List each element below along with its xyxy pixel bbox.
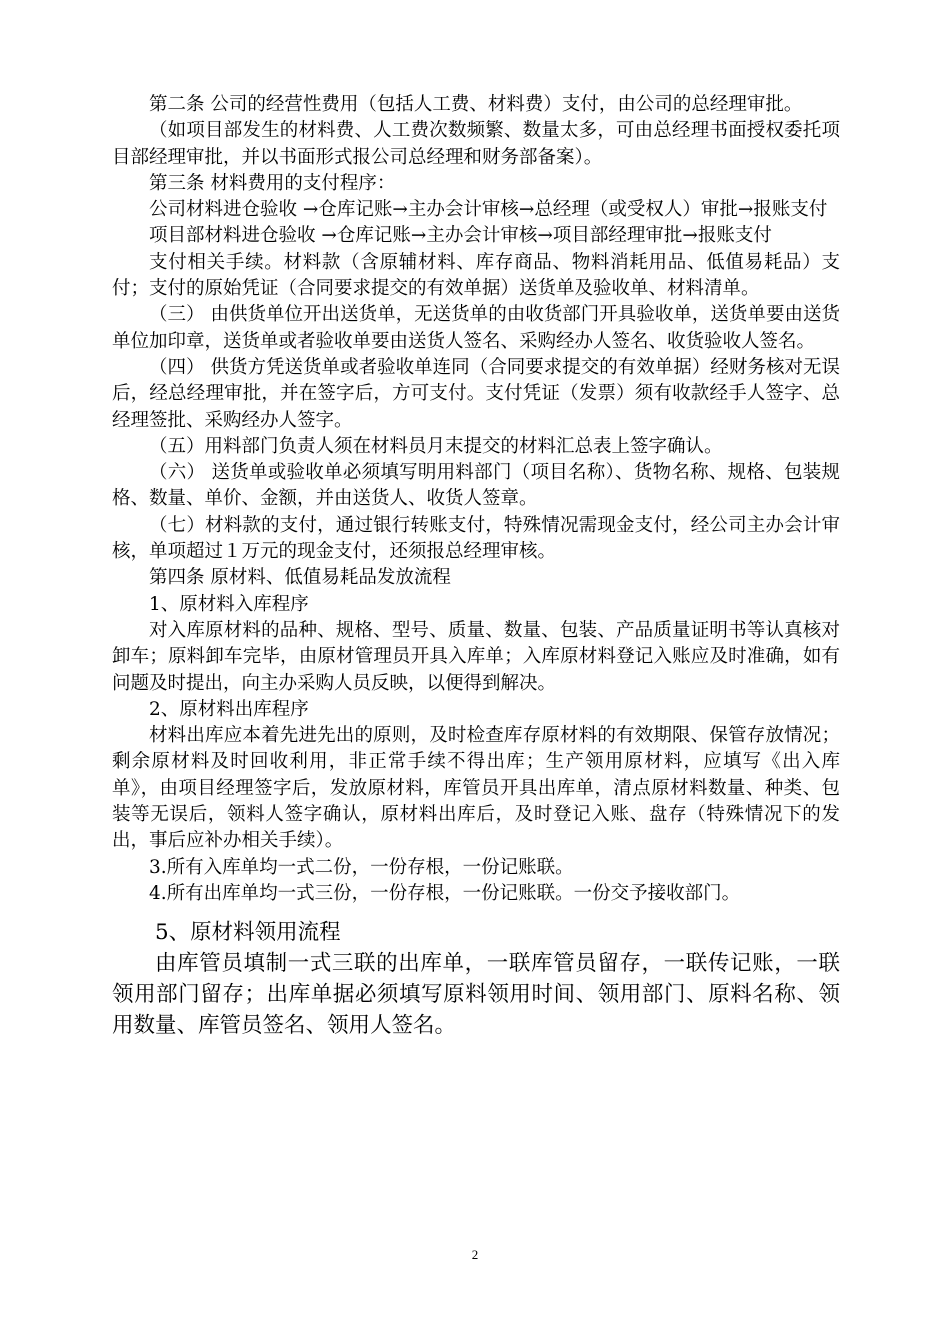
outbound-procedure-heading: 2、原材料出库程序 xyxy=(149,698,309,720)
material-requisition-heading: 5、原材料领用流程 xyxy=(155,920,341,946)
item-4-paragraph: （四） 供货方凭送货单或者验收单连同（合同要求提交的有效单据）经财务核对无误后，经总经理审批，并在签字后，方可支付。支付凭证（发票）须有收款经手人签字、总经理签批、采购经办人签字。 xyxy=(112,356,840,431)
inbound-receipt-copies: 3.所有入库单均一式二份，一份存根，一份记账联。 xyxy=(149,856,574,878)
article-4-heading: 第四条 原材料、低值易耗品发放流程 xyxy=(149,567,451,589)
page-number: 2 xyxy=(471,1247,479,1262)
outbound-procedure-paragraph: 材料出库应本着先进先出的原则，及时检查库存原材料的有效期限、保管存放情况；剩余原材料及时回收利用，非正常手续不得出库；生产领用原材料，应填写《出入库单》，由项目经理签字后，发放原材料，库管员开具出库单，清点原材料数量、种类、包装等无误后，领料人签字确认，原材料出库后，及时登记入账、盘存（特殊情况下的发出，事后应补办相关手续）。 xyxy=(112,725,840,852)
item-6-paragraph: （六） 送货单或验收单必须填写明用料部门（项目名称）、货物名称、规格、包装规格、数量、单价、金额，并由送货人、收货人签章。 xyxy=(112,462,840,510)
outbound-receipt-copies: 4.所有出库单均一式三份，一份存根，一份记账联。一份交予接收部门。 xyxy=(149,882,741,904)
item-5-paragraph: （五）用料部门负责人须在材料员月末提交的材料汇总表上签字确认。 xyxy=(149,435,723,457)
material-requisition-paragraph: 由库管员填制一式三联的出库单，一联库管员留存，一联传记账，一联领用部门留存；出库单据必须填写原料领用时间、领用部门、原料名称、领用数量、库管员签名、领用人签名。 xyxy=(112,951,840,1039)
project-payment-flow: 项目部材料进仓验收 →仓库记账→主办会计审核→项目部经理审批→报账支付 xyxy=(149,225,772,247)
article-2-paragraph: 第二条 公司的经营性费用（包括人工费、材料费）支付，由公司的总经理审批。 xyxy=(149,94,803,115)
item-3-paragraph: （三） 由供货单位开出送货单，无送货单的由收货部门开具验收单，送货单要由送货单位加印章，送货单或者验收单要由送货人签名、采购经办人签名、收货验收人签名。 xyxy=(112,304,840,352)
item-7-paragraph: （七）材料款的支付，通过银行转账支付，特殊情况需现金支付，经公司主办会计审核，单项超过１万元的现金支付，还须报总经理审核。 xyxy=(112,514,840,563)
document-page xyxy=(112,92,840,1041)
inbound-procedure-heading: 1、原材料入库程序 xyxy=(149,593,309,615)
article-3-heading: 第三条 材料费用的支付程序： xyxy=(149,172,396,194)
delegation-note-paragraph: （如项目部发生的材料费、人工费次数频繁、数量太多，可由总经理书面授权委托项目部经理审批，并以书面形式报公司总经理和财务部备案）。 xyxy=(112,120,840,168)
payment-procedures-paragraph: 支付相关手续。材料款（含原辅材料、库存商品、物料消耗用品、低值易耗品）支付；支付的原始凭证（合同要求提交的有效单据）送货单及验收单、材料清单。 xyxy=(112,251,840,300)
company-payment-flow: 公司材料进仓验收 →仓库记账→主办会计审核→总经理（或受权人）审批→报账支付 xyxy=(149,199,828,221)
inbound-procedure-paragraph: 对入库原材料的品种、规格、型号、质量、数量、包装、产品质量证明书等认真核对卸车；原料卸车完毕，由原材管理员开具入库单；入库原材料登记入账应及时准确，如有问题及时提出，向主办采购人员反映，以便得到解决。 xyxy=(112,619,840,694)
